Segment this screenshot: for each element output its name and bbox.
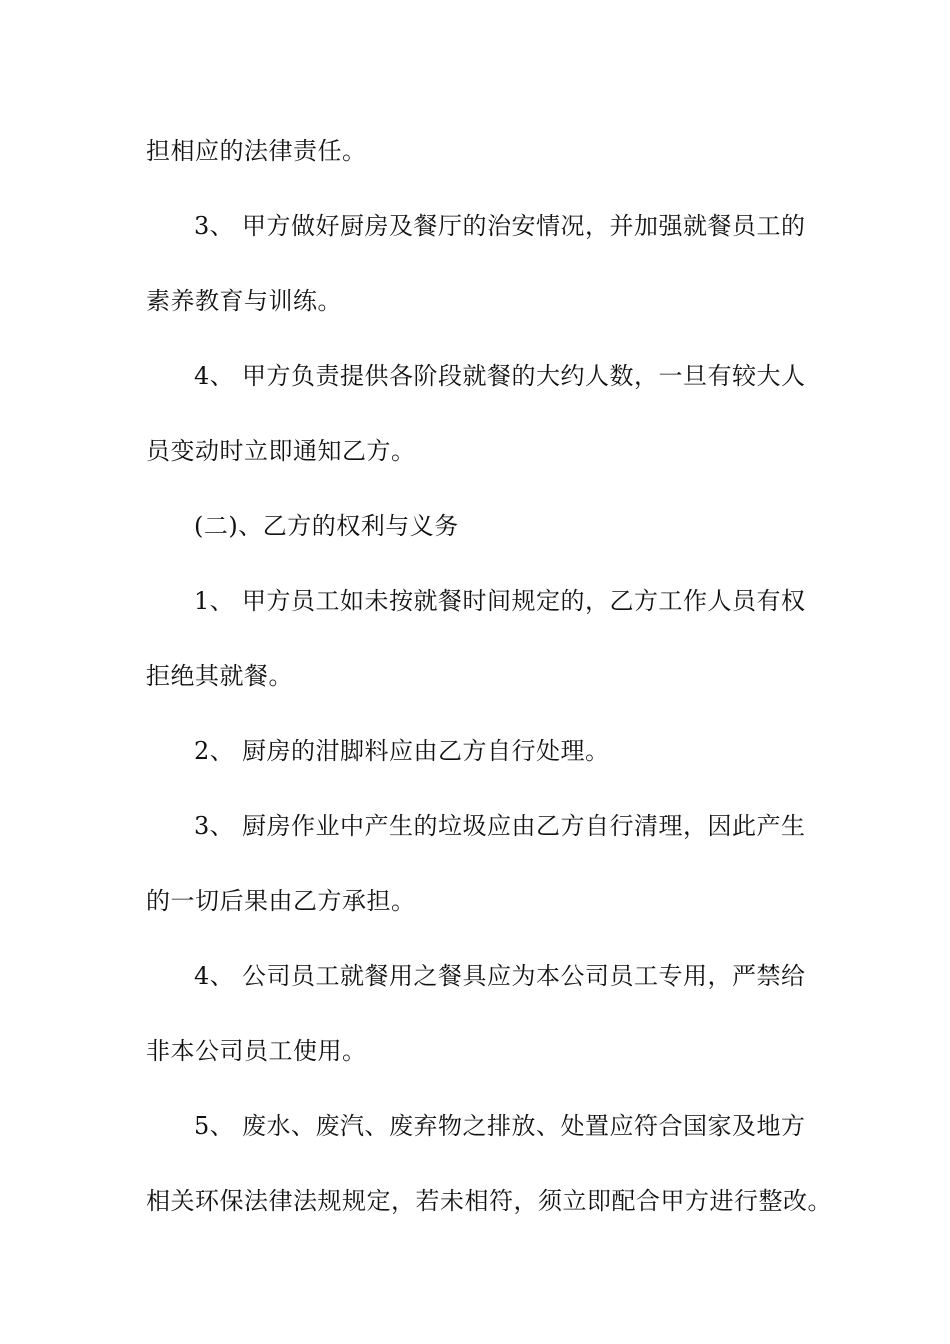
line-text: 厨房的泔脚料应由乙方自行处理。 [242,737,610,765]
line-text: 担相应的法律责任。 [146,137,367,165]
numbered-item-line [194,811,874,841]
line-text: 拒绝其就餐。 [146,662,293,690]
line-text: 甲方员工如未按就餐时间规定的，乙方工作人员有权 [242,587,806,615]
numbered-item-line [194,961,874,991]
paragraph-line [146,436,826,466]
line-text: 员变动时立即通知乙方。 [146,437,416,465]
line-text: 甲方负责提供各阶段就餐的大约人数，一旦有较大人 [242,362,806,390]
paragraph-line [146,136,826,166]
paragraph-line [146,1186,832,1216]
item-number: 4、 [194,362,235,390]
line-text: 非本公司员工使用。 [146,1037,367,1065]
line-text: 公司员工就餐用之餐具应为本公司员工专用，严禁给 [242,962,806,990]
line-text: 素养教育与训练。 [146,287,342,315]
line-text: 的一切后果由乙方承担。 [146,887,416,915]
item-number: 1、 [194,587,235,615]
item-number: 4、 [194,962,235,990]
section-heading-text: (二)、乙方的权利与义务 [194,512,459,540]
line-text: 厨房作业中产生的垃圾应由乙方自行清理，因此产生 [242,812,806,840]
item-number: 2、 [194,737,235,765]
line-text: 甲方做好厨房及餐厅的治安情况，并加强就餐员工的 [242,212,806,240]
item-number: 3、 [194,812,235,840]
numbered-item-line [194,586,874,616]
item-number: 5、 [194,1112,235,1140]
line-text: 废水、废汽、废弃物之排放、处置应符合国家及地方 [242,1112,806,1140]
numbered-item-line [194,736,874,766]
numbered-item-line [194,211,874,241]
paragraph-line [146,661,826,691]
paragraph-line [146,886,826,916]
line-text: 相关环保法律法规规定，若未相符，须立即配合甲方进行整改。 [146,1187,832,1215]
paragraph-line [146,1036,826,1066]
numbered-item-line [194,1111,874,1141]
paragraph-line [146,286,826,316]
section-heading [194,511,874,541]
item-number: 3、 [194,212,235,240]
numbered-item-line [194,361,874,391]
